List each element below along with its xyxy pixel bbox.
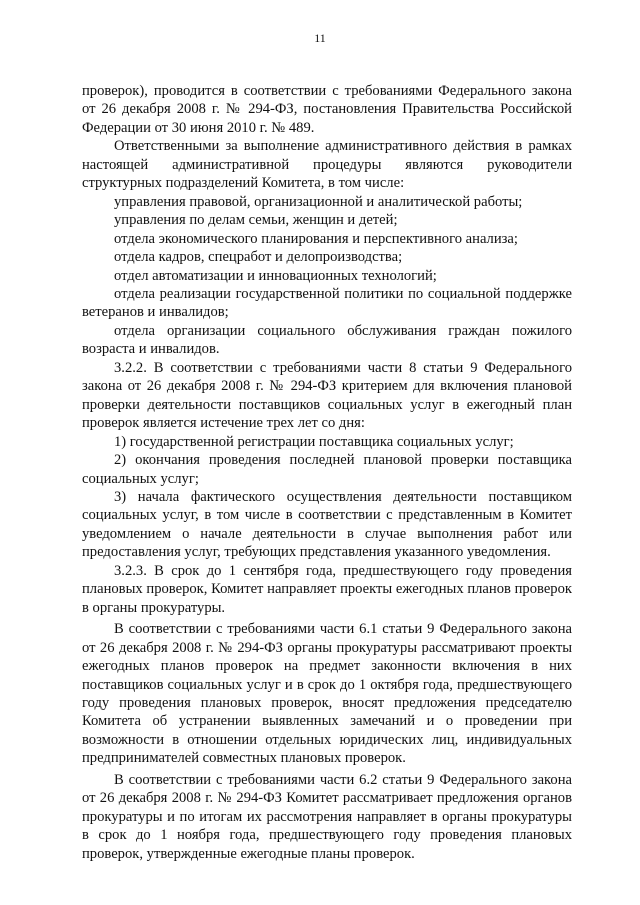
paragraph-committee-review: В соответствии с требованиями части 6.2 статьи 9 Федерального закона от 26 декабря 2008 г. № 294-ФЗ Комитет рассматривает предложения органов прокуратуры и по итогам их рассмотрения направляет в органы прокуратуры в срок до 1 ноября года, предшествующего году проведения плановых проверок, утвержденные ежегодные планы проверок. — [82, 771, 572, 862]
list-item-elderly-services: отдела организации социального обслуживания граждан пожилого возраста и инвалидов. — [82, 322, 572, 358]
list-item-legal-department: управления правовой, организационной и аналитической работы; — [114, 193, 523, 210]
list-item-economic-planning: отдела экономического планирования и перспективного анализа; — [114, 230, 518, 247]
criterion-item-3: 3) начала фактического осуществления деятельности поставщиком социальных услуг, в том числе в соответствии с представленным в Комитет уведомлением о начале деятельности в случае выполнения работ или предоставления услуг, требующих представления указанного уведомления. — [82, 488, 572, 561]
criterion-item-1: 1) государственной регистрации поставщика социальных услуг; — [114, 433, 514, 450]
paragraph-continuation: проверок), проводится в соответствии с требованиями Федерального закона от 26 декабря 2008 г. № 294-ФЗ, постановления Правительства Российской Федерации от 30 июня 2010 г. № 489. — [82, 83, 572, 136]
list-item-personnel: отдела кадров, спецработ и делопроизводства; — [114, 249, 403, 266]
paragraph-3-2-2: 3.2.2. В соответствии с требованиями части 8 статьи 9 Федерального закона от 26 декабря 2008 г. № 294-ФЗ критерием для включения плановой проверки деятельности поставщиков социальных услуг в ежегодный план проверок является истечение трех лет со дня: — [82, 359, 572, 432]
list-item-family-department: управления по делам семьи, женщин и детей; — [114, 212, 398, 229]
paragraph-3-2-3: 3.2.3. В срок до 1 сентября года, предшествующего году проведения плановых проверок, Комитет направляет проекты ежегодных планов проверок в органы прокуратуры. — [82, 562, 572, 616]
criterion-item-2: 2) окончания проведения последней плановой проверки поставщика социальных услуг; — [82, 452, 572, 487]
page-number: 11 — [314, 31, 326, 45]
document-body — [82, 82, 572, 863]
list-item-automation: отдел автоматизации и инновационных технологий; — [114, 267, 437, 284]
paragraph-responsible-persons: Ответственными за выполнение административного действия в рамках настоящей административной процедуры являются руководители структурных подразделений Комитета, в том числе: — [82, 138, 572, 192]
paragraph-prosecutor-review: В соответствии с требованиями части 6.1 статьи 9 Федерального закона от 26 декабря 2008 г. № 294-ФЗ органы прокуратуры рассматривают проекты ежегодных планов проверок на предмет законности включения в них поставщиков социальных услуг и в срок до 1 октября года, предшествующего году проведения плановых проверок, вносят предложения председателю Комитета об устранении выявленных замечаний и о проведении при возможности в отношении отдельных юридических лиц, индивидуальных предпринимателей совместных плановых проверок. — [82, 621, 572, 767]
list-item-veterans-support: отдела реализации государственной политики по социальной поддержке ветеранов и инвалидов; — [82, 285, 572, 321]
